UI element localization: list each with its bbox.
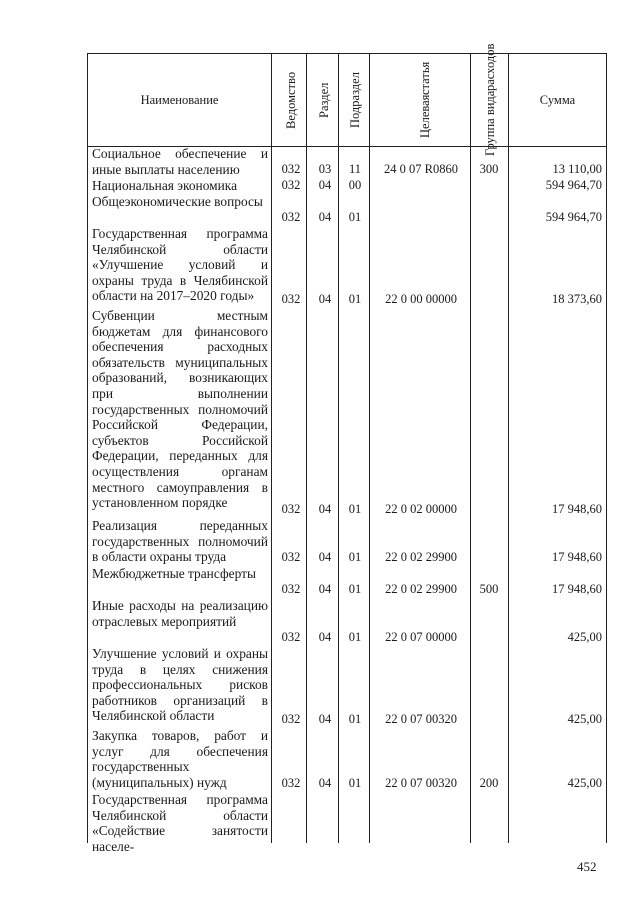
table-row-name: Реализация переданных государственных полномочий в области охраны труда — [92, 518, 268, 565]
cell-sum: 17 948,60 — [552, 550, 602, 564]
cell-subsection: 01 — [348, 292, 362, 306]
cell-section: 04 — [318, 582, 332, 596]
cell-sum: 425,00 — [567, 630, 602, 644]
cell-section: 03 — [318, 162, 332, 176]
cell-target-article: 22 0 07 00000 — [385, 630, 457, 644]
table-row-name: Национальная экономика — [92, 178, 238, 193]
cell-department: 032 — [281, 178, 301, 192]
table-row-name: Государственная программа Челябинской области «Улучшение условий и охраны труда в Челябинской области на 2017–2020 годы» — [92, 226, 268, 304]
cell-section: 04 — [318, 210, 332, 224]
header-name: Наименование — [140, 93, 219, 107]
cell-department: 032 — [281, 630, 301, 644]
cell-expense-group: 500 — [479, 582, 499, 596]
table-row-name: Иные расходы на реализацию отраслевых мероприятий — [92, 598, 268, 629]
cell-sum: 18 373,60 — [552, 292, 602, 306]
cell-department: 032 — [281, 776, 301, 790]
cell-subsection: 01 — [348, 550, 362, 564]
cell-target-article: 22 0 02 29900 — [385, 582, 457, 596]
cell-subsection: 11 — [348, 162, 362, 176]
cell-section: 04 — [318, 292, 332, 306]
cell-sum: 17 948,60 — [552, 582, 602, 596]
cell-subsection: 01 — [348, 210, 362, 224]
cell-sum: 13 110,00 — [552, 162, 602, 176]
header-target-line1: Целевая — [417, 94, 432, 139]
cell-target-article: 22 0 02 29900 — [385, 550, 457, 564]
table-row-name: Государственная программа Челябинской области «Содействие занятости населе- — [92, 792, 268, 854]
table-row-name: Улучшение условий и охраны труда в целях снижения профессиональных рисков работников организаций в Челябинской области — [92, 646, 268, 724]
cell-subsection: 00 — [348, 178, 362, 192]
col-divider-subsection — [369, 53, 370, 843]
header-sum: Сумма — [539, 93, 576, 107]
cell-sum: 594 964,70 — [545, 210, 602, 224]
cell-department: 032 — [281, 582, 301, 596]
cell-department: 032 — [281, 210, 301, 224]
cell-section: 04 — [318, 178, 332, 192]
table-left-border — [87, 53, 88, 843]
header-group-line2: расходов — [482, 43, 497, 92]
table-row-name: Закупка товаров, работ и услуг для обеспечения государственных (муниципальных) нужд — [92, 728, 268, 790]
header-target-article — [408, 60, 442, 140]
cell-department: 032 — [281, 712, 301, 726]
table-right-border — [606, 53, 607, 843]
cell-target-article: 22 0 07 00320 — [385, 776, 457, 790]
cell-target-article: 22 0 07 00320 — [385, 712, 457, 726]
cell-section: 04 — [318, 502, 332, 516]
header-group-line1: Группа вида — [482, 91, 497, 157]
page-number: 452 — [577, 859, 597, 874]
col-divider-department — [306, 53, 307, 843]
cell-section: 04 — [318, 550, 332, 564]
header-subsection: Подраздел — [347, 72, 362, 128]
table-row-name: Общеэкономические вопросы — [92, 194, 263, 209]
table-row-name: Субвенции местным бюджетам для финансового обеспечения расходных обязательств муниципальных образований, возникающих при выполнении государственных полномочий Российской Федерации, субъектов Российской Федерации, переданных для осуществления органам местного самоуправления в установленном порядке — [92, 308, 268, 511]
header-department: Ведомство — [283, 71, 298, 129]
cell-sum: 594 964,70 — [545, 178, 602, 192]
table-top-border — [87, 53, 607, 54]
cell-department: 032 — [281, 292, 301, 306]
cell-section: 04 — [318, 712, 332, 726]
cell-department: 032 — [281, 502, 301, 516]
cell-subsection: 01 — [348, 582, 362, 596]
cell-section: 04 — [318, 776, 332, 790]
cell-subsection: 01 — [348, 502, 362, 516]
header-section: Раздел — [316, 82, 331, 118]
cell-sum: 425,00 — [567, 712, 602, 726]
col-divider-name — [271, 53, 272, 843]
cell-department: 032 — [281, 550, 301, 564]
header-expense-group — [474, 43, 506, 157]
table-row-name: Социальное обеспечение и иные выплаты населению — [92, 146, 268, 177]
cell-expense-group: 300 — [479, 162, 499, 176]
cell-target-article: 22 0 00 00000 — [385, 292, 457, 306]
cell-sum: 17 948,60 — [552, 502, 602, 516]
table-row-name: Межбюджетные трансферты — [92, 566, 256, 581]
cell-subsection: 01 — [348, 776, 362, 790]
cell-subsection: 01 — [348, 712, 362, 726]
cell-target-article: 22 0 02 00000 — [385, 502, 457, 516]
cell-department: 032 — [281, 162, 301, 176]
cell-section: 04 — [318, 630, 332, 644]
cell-expense-group: 200 — [479, 776, 499, 790]
cell-target-article: 24 0 07 R0860 — [384, 162, 458, 176]
cell-subsection: 01 — [348, 630, 362, 644]
header-target-line2: статья — [417, 61, 432, 95]
col-divider-group — [508, 53, 509, 843]
cell-sum: 425,00 — [567, 776, 602, 790]
